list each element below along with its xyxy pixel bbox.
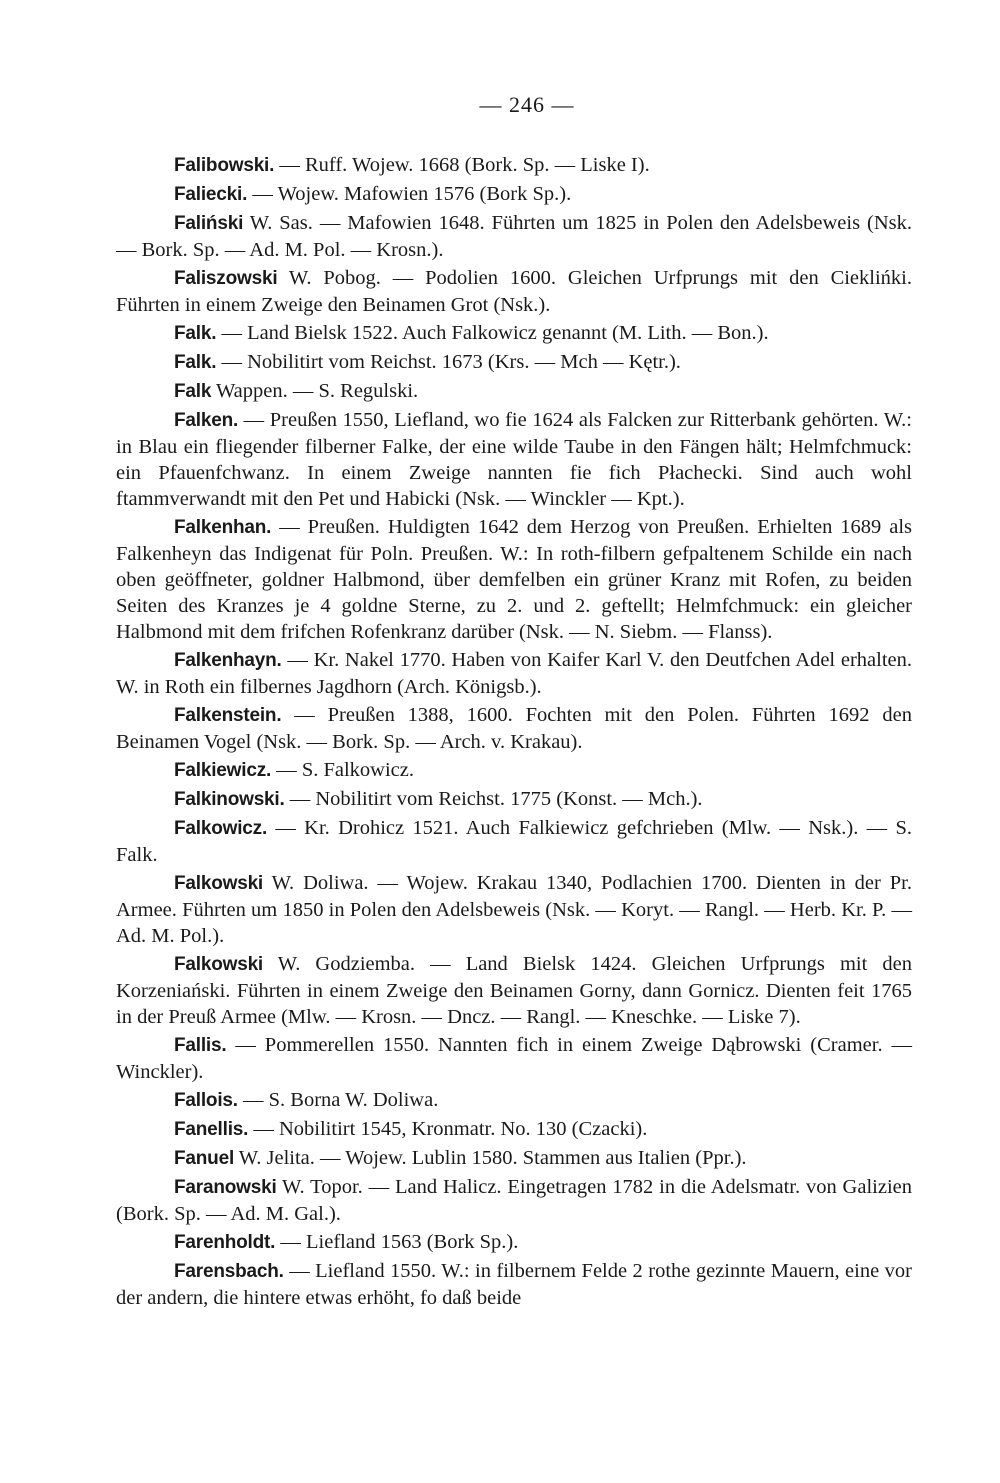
entry-text: — Liefland 1563 (Bork Sp.). bbox=[275, 1231, 519, 1253]
dictionary-entry bbox=[116, 210, 912, 263]
entry-list bbox=[116, 152, 912, 1311]
dictionary-entry bbox=[116, 1258, 912, 1311]
entry-text: — Kr. Nakel 1770. Haben von Kaifer Karl V. den Deutfchen Adel erhalten. W. in Roth ein filbernes Jagdhorn (Arch. Königsb.). bbox=[116, 649, 912, 698]
dictionary-entry bbox=[116, 815, 912, 868]
dictionary-entry bbox=[116, 514, 912, 645]
page-number: — 246 — bbox=[479, 92, 575, 117]
entry-text: W. Godziemba. — Land Bielsk 1424. Gleichen Urfprungs mit den Korzeniański. Führten in einem Zweige den Beinamen Gorny, dann Gornicz. Dienten feit 1765 in der Preuß Armee (Mlw. — Krosn. — Dncz. — Rangl. — Kneschke. — Liske 7). bbox=[116, 953, 912, 1028]
dictionary-entry bbox=[116, 1116, 912, 1143]
entry-headword: Falk. bbox=[174, 352, 217, 373]
entry-headword: Falkenstein. bbox=[174, 705, 282, 726]
entry-text: W. Topor. — Land Halicz. Eingetragen 1782 in die Adelsmatr. von Galizien (Bork. Sp. — Ad. M. Gal.). bbox=[116, 1176, 912, 1225]
entry-headword: Farenholdt. bbox=[174, 1232, 276, 1253]
dictionary-entry bbox=[116, 378, 912, 405]
entry-headword: Fallis. bbox=[174, 1035, 227, 1056]
entry-headword: Falk bbox=[174, 381, 212, 402]
dictionary-entry bbox=[116, 702, 912, 755]
entry-headword: Falkenhayn. bbox=[174, 650, 282, 671]
entry-headword: Falibowski. bbox=[174, 155, 275, 176]
entry-text: W. Doliwa. — Wojew. Krakau 1340, Podlachien 1700. Dienten in der Pr. Armee. Führten um 1850 in Polen den Adelsbeweis (Nsk. — Koryt. — Rangl. — Herb. Kr. P. — Ad. M. Pol.). bbox=[116, 872, 912, 947]
entry-text: W. Jelita. — Wojew. Lublin 1580. Stammen aus Italien (Ppr.). bbox=[234, 1147, 747, 1169]
entry-text: W. Sas. — Mafowien 1648. Führten um 1825 in Polen den Adelsbeweis (Nsk. — Bork. Sp. — Ad. M. Pol. — Krosn.). bbox=[116, 212, 912, 261]
dictionary-entry bbox=[116, 152, 912, 179]
entry-headword: Faliński bbox=[174, 213, 244, 234]
dictionary-entry bbox=[116, 786, 912, 813]
dictionary-entry bbox=[116, 870, 912, 949]
entry-headword: Falken. bbox=[174, 410, 239, 431]
dictionary-entry bbox=[116, 265, 912, 318]
entry-headword: Falkowicz. bbox=[174, 818, 268, 839]
dictionary-entry bbox=[116, 320, 912, 347]
dictionary-entry bbox=[116, 181, 912, 208]
dictionary-entry bbox=[116, 407, 912, 512]
entry-text: — Preußen 1388, 1600. Fochten mit den Polen. Führten 1692 den Beinamen Vogel (Nsk. — Bork. Sp. — Arch. v. Krakau). bbox=[116, 704, 912, 753]
entry-headword: Fallois. bbox=[174, 1090, 238, 1111]
entry-headword: Falkowski bbox=[174, 954, 264, 975]
dictionary-entry bbox=[116, 349, 912, 376]
entry-text: — Nobilitirt vom Reichst. 1775 (Konst. — Mch.). bbox=[284, 788, 703, 810]
dictionary-entry bbox=[116, 647, 912, 700]
dictionary-entry bbox=[116, 757, 912, 784]
entry-text: — S. Falkowicz. bbox=[271, 759, 414, 781]
entry-headword: Faranowski bbox=[174, 1177, 277, 1198]
entry-headword: Fanuel bbox=[174, 1148, 235, 1169]
entry-text: — S. Borna W. Doliwa. bbox=[237, 1089, 439, 1111]
entry-text: — Land Bielsk 1522. Auch Falkowicz genannt (M. Lith. — Bon.). bbox=[216, 322, 769, 344]
entry-headword: Farensbach. bbox=[174, 1261, 284, 1282]
entry-headword: Fanellis. bbox=[174, 1119, 249, 1140]
document-page bbox=[116, 92, 912, 1313]
entry-headword: Faliecki. bbox=[174, 184, 248, 205]
entry-text: — Kr. Drohicz 1521. Auch Falkiewicz gefchrieben (Mlw. — Nsk.). — S. Falk. bbox=[116, 817, 912, 866]
entry-text: — Preußen. Huldigten 1642 dem Herzog von Preußen. Erhielten 1689 als Falkenheyn das Indigenat für Poln. Preußen. W.: In roth-filbern gefpaltenem Schilde ein nach oben geöffneter, goldner Halbmond, über demfelben ein grüner Kranz mit Rofen, zu beiden Seiten des Kranzes je 4 goldne Sterne, zu 2. und 2. geftellt; Helmfchmuck: ein gleicher Halbmond mit dem frifchen Rofenkranz darüber (Nsk. — N. Siebm. — Flanss). bbox=[116, 516, 912, 643]
entry-text: Wappen. — S. Regulski. bbox=[211, 380, 419, 402]
entry-text: W. Pobog. — Podolien 1600. Gleichen Urfprungs mit den Cieklińki. Führten in einem Zweige den Beinamen Grot (Nsk.). bbox=[116, 267, 912, 316]
entry-text: — Ruff. Wojew. 1668 (Bork. Sp. — Liske I). bbox=[274, 154, 650, 176]
entry-headword: Falkinowski. bbox=[174, 789, 285, 810]
dictionary-entry bbox=[116, 1145, 912, 1172]
dictionary-entry bbox=[116, 1174, 912, 1227]
entry-headword: Falkiewicz. bbox=[174, 760, 272, 781]
dictionary-entry bbox=[116, 951, 912, 1030]
entry-headword: Falkenhan. bbox=[174, 517, 272, 538]
entry-text: — Wojew. Mafowien 1576 (Bork Sp.). bbox=[247, 183, 572, 205]
entry-text: — Nobilitirt 1545, Kronmatr. No. 130 (Czacki). bbox=[248, 1118, 648, 1140]
dictionary-entry bbox=[116, 1032, 912, 1085]
entry-headword: Falkowski bbox=[174, 873, 264, 894]
entry-text: — Nobilitirt vom Reichst. 1673 (Krs. — Mch — Kętr.). bbox=[216, 351, 681, 373]
entry-headword: Faliszowski bbox=[174, 268, 278, 289]
entry-headword: Falk. bbox=[174, 323, 217, 344]
dictionary-entry bbox=[116, 1229, 912, 1256]
entry-text: — Preußen 1550, Liefland, wo fie 1624 als Falcken zur Ritterbank gehörten. W.: in Blau ein fliegender filberner Falke, der eine wilde Taube in den Fängen hält; Helmfchmuck: ein Pfauenfchwanz. In einem Zweige nannten fie fich Płachecki. Sind auch wohl ftammverwandt mit den Pet und Habicki (Nsk. — Winckler — Kpt.). bbox=[116, 409, 912, 510]
entry-text: — Pommerellen 1550. Nannten fich in einem Zweige Dąbrowski (Cramer. — Winckler). bbox=[116, 1034, 912, 1083]
dictionary-entry bbox=[116, 1087, 912, 1114]
entry-text: — Liefland 1550. W.: in filbernem Felde 2 rothe gezinnte Mauern, eine vor der andern, die hintere etwas erhöht, fo daß beide bbox=[116, 1260, 912, 1309]
